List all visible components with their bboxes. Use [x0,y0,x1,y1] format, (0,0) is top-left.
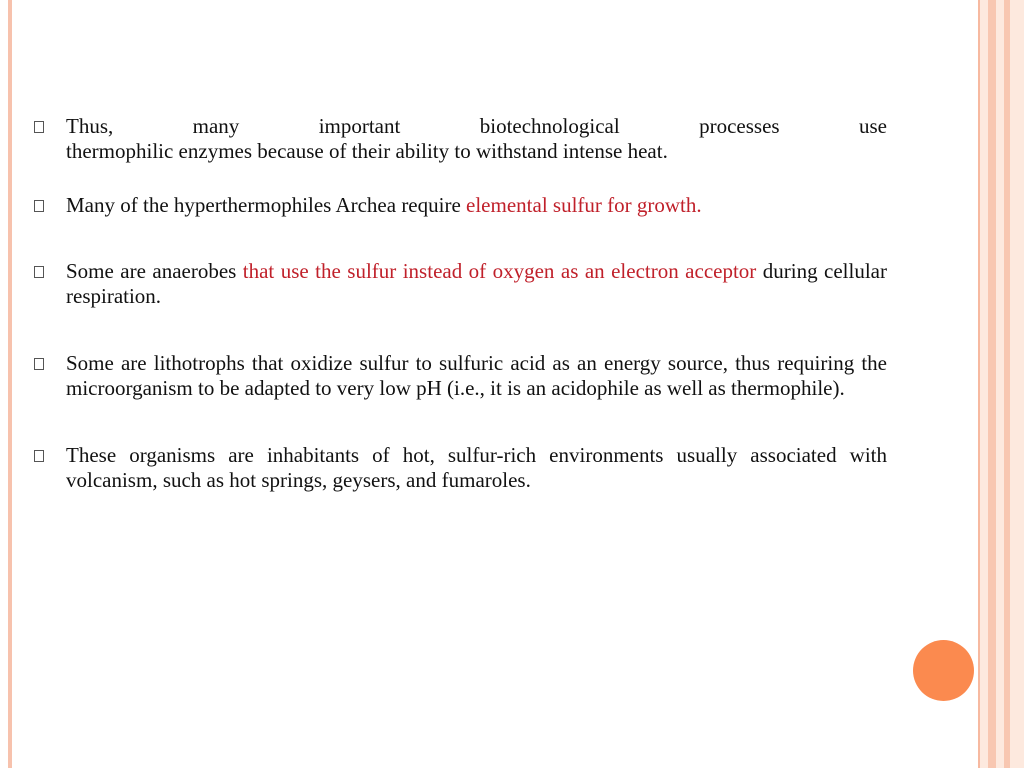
bullet-highlight: that use the sulfur instead of oxygen as an electron acceptor [242,259,757,283]
bullet-box-icon [34,358,44,370]
bullet-item [34,193,887,218]
bullet-highlight: elemental sulfur for growth. [466,193,702,217]
frame-right-line [1004,0,1010,768]
bullet-item [34,259,887,309]
word: biotechnological [479,114,620,138]
decorative-circle [913,640,974,701]
frame-left-line [8,0,12,768]
bullet-text: These organisms are inhabitants of hot, sulfur-rich environments usually associated with volcanism, such as hot springs, geysers, and fumaroles. [66,443,887,492]
bullet-text-after: during cellular respiration. [66,259,887,308]
bullet-text: Some are lithotrophs that oxidize sulfur to sulfuric acid as an energy source, thus requiring the microorganism to be adapted to very low pH (i.e., it is an acidophile as well as thermophile). [66,351,887,400]
word: use [858,114,887,138]
bullet-line [66,114,887,139]
bullet-line: thermophilic enzymes because of their ability to withstand intense heat. [66,139,668,163]
frame-right-band [978,0,1024,768]
bullet-box-icon [34,121,44,133]
bullet-item [34,443,887,493]
frame-right-line [978,0,980,768]
word: Thus, [66,114,114,138]
word: processes [699,114,780,138]
bullet-item [34,351,887,401]
bullet-box-icon [34,200,44,212]
word: important [318,114,401,138]
bullet-box-icon [34,450,44,462]
word: many [192,114,240,138]
bullet-text: Some are anaerobes [66,259,243,283]
bullet-box-icon [34,266,44,278]
bullet-list [34,114,887,493]
frame-right-line [988,0,996,768]
bullet-item [34,114,887,164]
bullet-text: Many of the hyperthermophiles Archea require [66,193,467,217]
